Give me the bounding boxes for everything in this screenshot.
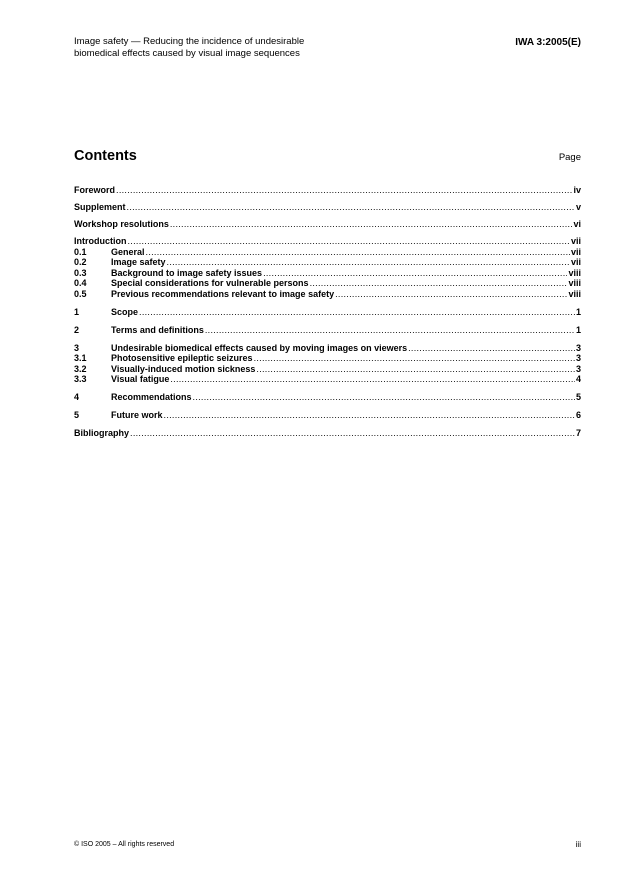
toc-entry-number: 0.1: [74, 246, 87, 257]
toc-entry-number: 5: [74, 410, 80, 420]
contents-heading: Contents: [74, 148, 137, 164]
toc-entry-page: vi: [573, 219, 581, 229]
toc-entry-number: 4: [74, 392, 80, 402]
toc-entry-number: 0.4: [74, 278, 87, 288]
toc-entry-title: Visually-induced motion sickness: [111, 363, 256, 374]
toc-entry-number: 0.2: [74, 257, 87, 267]
toc-leader-dots: [146, 247, 570, 258]
toc-entry-page: vii: [570, 236, 581, 246]
toc-entry-page: 4: [575, 374, 581, 384]
toc-leader-dots: [164, 410, 575, 421]
toc-leader-dots: [193, 392, 575, 403]
toc-entry-title: Future work: [111, 410, 163, 420]
toc-entry-title: Undesirable biomedical effects caused by moving images on viewers: [111, 342, 408, 353]
toc-entry-number: 3.2: [74, 363, 87, 374]
toc-leader-dots: [256, 364, 575, 375]
toc-entry-page: 3: [575, 363, 581, 374]
toc-entry-page: viii: [568, 288, 581, 299]
toc-entry[interactable]: [74, 185, 581, 196]
toc-entry-title: Previous recommendations relevant to image safety: [111, 288, 335, 299]
toc-entry[interactable]: [74, 353, 581, 364]
page-number: iii: [575, 840, 581, 849]
toc-entry-page: 5: [575, 392, 581, 402]
toc-entry-page: 3: [575, 353, 581, 363]
toc-leader-dots: [127, 202, 575, 213]
toc-entry-page: v: [575, 202, 581, 212]
toc-entry[interactable]: [74, 364, 581, 375]
toc-entry-page: 1: [575, 324, 581, 335]
toc-entry-page: 3: [575, 342, 581, 353]
toc-entry-title: Supplement: [74, 202, 126, 212]
toc-entry-title: Scope: [111, 306, 139, 317]
header-title-line-1: Image safety — Reducing the incidence of undesirable: [74, 36, 305, 47]
toc-leader-dots: [167, 257, 570, 268]
toc-entry[interactable]: [74, 374, 581, 385]
toc-leader-dots: [263, 268, 567, 279]
toc-entry[interactable]: [74, 278, 581, 289]
toc-entry[interactable]: [74, 392, 581, 403]
toc-entry-page: viii: [568, 278, 581, 288]
toc-leader-dots: [170, 374, 575, 385]
toc-entry[interactable]: [74, 202, 581, 213]
header-title-line-2: biomedical effects caused by visual image sequences: [74, 48, 300, 59]
toc-entry[interactable]: [74, 268, 581, 279]
toc-entry[interactable]: [74, 343, 581, 354]
toc-entry[interactable]: [74, 236, 581, 247]
toc-entry-page: viii: [568, 267, 581, 278]
toc-leader-dots: [205, 325, 575, 336]
toc-entry-title: Introduction: [74, 236, 127, 246]
toc-entry-page: 1: [575, 306, 581, 317]
toc-entry[interactable]: [74, 410, 581, 421]
document-id: IWA 3:2005(E): [515, 37, 581, 48]
toc-entry-title: Terms and definitions: [111, 324, 204, 335]
toc-entry-title: Visual fatigue: [111, 374, 170, 384]
toc-entry-page: vii: [570, 246, 581, 257]
toc-entry-title: Photosensitive epileptic seizures: [111, 353, 253, 363]
toc-entry-title: Workshop resolutions: [74, 219, 169, 229]
toc-entry-number: 0.3: [74, 267, 87, 278]
toc-entry-title: General: [111, 246, 145, 257]
toc-entry-number: 3.1: [74, 353, 87, 363]
toc-entry-page: 6: [575, 410, 581, 420]
toc-entry[interactable]: [74, 428, 581, 439]
toc-entry-page: vii: [570, 257, 581, 267]
toc-leader-dots: [130, 428, 575, 439]
toc-entry-title: Recommendations: [111, 392, 192, 402]
toc-leader-dots: [310, 278, 568, 289]
toc-entry-page: 7: [575, 428, 581, 438]
toc-leader-dots: [254, 353, 575, 364]
toc-entry[interactable]: [74, 289, 581, 300]
toc-entry-number: 3: [74, 342, 80, 353]
toc-entry-number: 1: [74, 306, 80, 317]
toc-entry[interactable]: [74, 219, 581, 230]
table-of-contents: [74, 185, 581, 439]
toc-leader-dots: [128, 236, 570, 247]
toc-entry[interactable]: [74, 257, 581, 268]
toc-entry-title: Special considerations for vulnerable persons: [111, 278, 309, 288]
toc-entry[interactable]: [74, 307, 581, 318]
toc-entry-page: iv: [573, 185, 581, 195]
toc-entry-number: 3.3: [74, 374, 87, 384]
toc-leader-dots: [408, 343, 575, 354]
toc-leader-dots: [335, 289, 567, 300]
copyright-notice: © ISO 2005 – All rights reserved: [74, 841, 175, 848]
toc-entry[interactable]: [74, 247, 581, 258]
toc-leader-dots: [116, 185, 572, 196]
toc-entry-title: Foreword: [74, 185, 116, 195]
toc-entry[interactable]: [74, 325, 581, 336]
running-header-title: [74, 36, 374, 60]
toc-entry-title: Image safety: [111, 257, 166, 267]
page-column-label: Page: [558, 152, 581, 163]
toc-entry-title: Bibliography: [74, 428, 130, 438]
toc-entry-number: 2: [74, 324, 80, 335]
toc-entry-title: Background to image safety issues: [111, 267, 263, 278]
toc-leader-dots: [170, 219, 573, 230]
toc-leader-dots: [139, 307, 575, 318]
toc-entry-number: 0.5: [74, 288, 87, 299]
